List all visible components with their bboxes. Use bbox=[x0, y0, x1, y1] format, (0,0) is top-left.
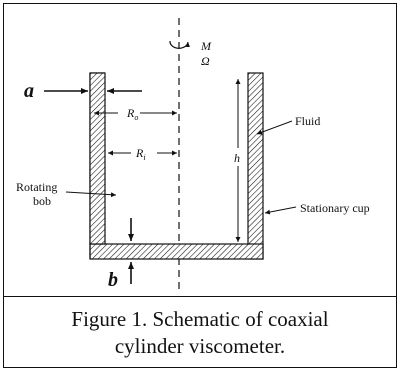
inner-radius-label: $R_i$ bbox=[136, 146, 146, 162]
stationary-cup-label: Stationary cup bbox=[300, 201, 370, 215]
figure-caption bbox=[71, 306, 328, 360]
moment-label: M bbox=[201, 39, 211, 53]
caption-line-1: Figure 1. Schematic of coaxial bbox=[71, 306, 329, 331]
stationary-cup-shape bbox=[90, 73, 263, 259]
rotating-bob-shape bbox=[90, 73, 105, 244]
rotating-bob-label-line2: bob bbox=[33, 194, 51, 208]
stationary-cup-leader bbox=[265, 207, 296, 213]
outer-radius-label: $R_o$ bbox=[127, 106, 139, 122]
marker-a-label: a bbox=[24, 80, 34, 102]
caption-box bbox=[3, 296, 397, 368]
fluid-label: Fluid bbox=[295, 114, 321, 128]
marker-b-label: b bbox=[108, 269, 118, 291]
omega-label: Ω bbox=[201, 54, 210, 68]
caption-line-2: cylinder viscometer. bbox=[114, 333, 286, 358]
rotating-bob-label-line1: Rotating bbox=[16, 180, 58, 194]
height-label: h bbox=[234, 151, 240, 165]
